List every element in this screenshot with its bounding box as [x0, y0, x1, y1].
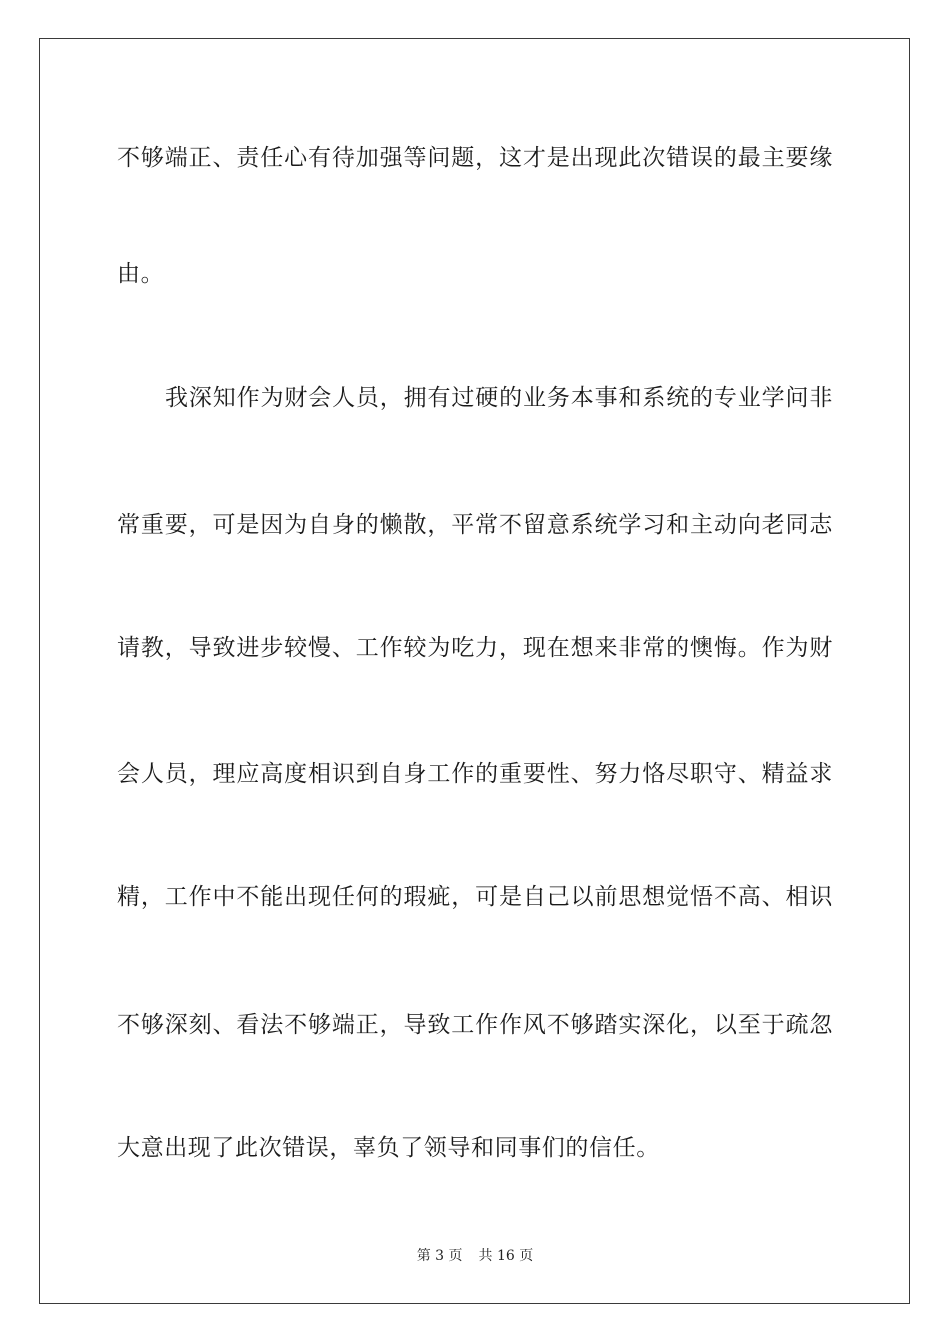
paragraph-first-line: 我深知作为财会人员，拥有过硬的业务本事和系统的专业学问非 — [165, 385, 833, 411]
body-text-line: 大意出现了此次错误，辜负了领导和同事们的信任。 — [117, 1135, 660, 1161]
body-text-line: 精，工作中不能出现任何的瑕疵，可是自己以前思想觉悟不高、相识 — [117, 884, 833, 910]
body-text-line: 不够端正、责任心有待加强等问题，这才是出现此次错误的最主要缘 — [117, 145, 833, 171]
body-text-line: 请教，导致进步较慢、工作较为吃力，现在想来非常的懊悔。作为财 — [117, 635, 833, 661]
page-footer — [0, 1247, 950, 1265]
body-text-line: 不够深刻、看法不够端正，导致工作作风不够踏实深化，以至于疏忽 — [117, 1012, 833, 1038]
page-number: 第 3 页 — [416, 1248, 463, 1264]
page-border — [39, 38, 910, 1304]
body-text-line: 会人员，理应高度相识到自身工作的重要性、努力恪尽职守、精益求 — [117, 761, 833, 787]
page-total: 共 16 页 — [478, 1248, 534, 1264]
body-text-line: 由。 — [117, 261, 165, 287]
body-text-line: 常重要，可是因为自身的懒散，平常不留意系统学习和主动向老同志 — [117, 512, 833, 538]
